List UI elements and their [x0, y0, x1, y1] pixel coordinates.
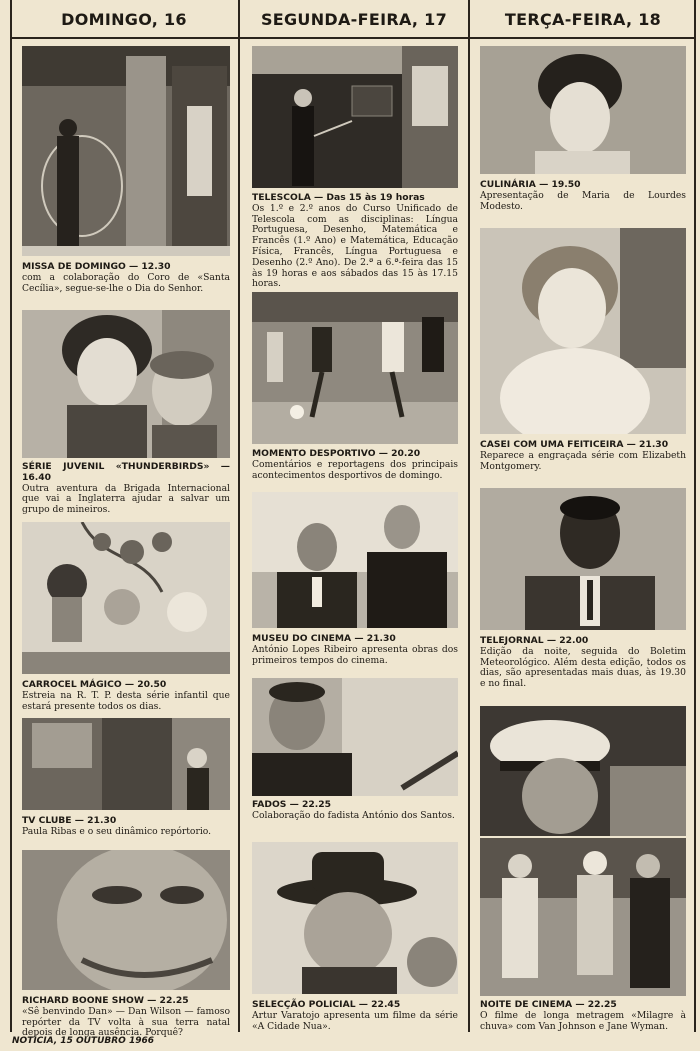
- program-title: TELESCOLA — Das 15 às 19 horas: [252, 192, 425, 203]
- film-night-photo: [480, 706, 686, 836]
- cooking-host-photo: [480, 46, 686, 174]
- program-description: Colaboração do fadista António dos Santos.: [252, 809, 455, 821]
- magic-roundabout-photo: [22, 522, 230, 674]
- program-title: SELECÇÃO POLICIAL — 22.45: [252, 999, 401, 1010]
- program-title: CULINÁRIA — 19.50: [480, 179, 581, 190]
- program-title: MOMENTO DESPORTIVO — 20.20: [252, 448, 421, 459]
- day-heading-tuesday: TERÇA-FEIRA, 18: [504, 10, 662, 29]
- program-title: NOITE DE CINEMA — 22.25: [480, 999, 617, 1010]
- program-title: TV CLUBE — 21.30: [22, 815, 117, 826]
- program-title: CASEI COM UMA FEITICEIRA — 21.30: [480, 439, 669, 450]
- bewitched-photo: [480, 228, 686, 434]
- day-heading-sunday: DOMINGO, 16: [61, 10, 187, 29]
- program-description: Estreia na R. T. P. desta série infantil que estará presente todos os dias.: [22, 689, 230, 712]
- column-divider: [468, 0, 470, 1032]
- program-title: MUSEU DO CINEMA — 21.30: [252, 633, 396, 644]
- fado-singer-photo: [252, 678, 458, 796]
- program-description: Os 1.º e 2.º anos do Curso Unificado de Telescola com as disciplinas: Língua Portuguesa, Desenho, Matemática e Francês (1.º Ano) e Matemática, Educação Física, Francês, Língua Portuguesa e Desenho (2.º Ano). De 2.ª a 6.ª-feira das 15 às 19 horas e aos sábados das 15 às 17.15 horas.: [252, 202, 458, 290]
- program-description: Comentários e reportagens dos principais acontecimentos desportivos de domingo.: [252, 458, 458, 481]
- day-header-row: [10, 0, 696, 39]
- football-photo: [252, 292, 458, 444]
- puppets-photo: [22, 310, 230, 458]
- program-description: Paula Ribas e o seu dinâmico repórtorio.: [22, 825, 212, 837]
- program-title: TELEJORNAL — 22.00: [480, 635, 589, 646]
- publication-footer: NOTÍCIA, 15 OUTUBRO 1966: [12, 1036, 154, 1046]
- program-description: «Sê benvindo Dan» — Dan Wilson — famoso repórter da TV volta à sua terra natal depois de longa ausência. Porquê?: [22, 1005, 230, 1039]
- film-still-photo: [480, 838, 686, 996]
- program-description: Reparece a engraçada série com Elizabeth Montgomery.: [480, 449, 686, 472]
- program-title: MISSA DE DOMINGO — 12.30: [22, 261, 171, 272]
- program-description: O filme de longa metragem «Milagre à chuva» com Van Johnson e Jane Wyman.: [480, 1009, 686, 1032]
- program-description: António Lopes Ribeiro apresenta obras dos primeiros tempos do cinema.: [252, 643, 458, 666]
- program-description: Artur Varatojo apresenta um filme da série «A Cidade Nua».: [252, 1009, 458, 1032]
- program-description: Apresentação de Maria de Lourdes Modesto.: [480, 189, 686, 212]
- program-title: RICHARD BOONE SHOW — 22.25: [22, 995, 189, 1006]
- program-title: SÉRIE JUVENIL «THUNDERBIRDS» — 16.40: [22, 461, 230, 483]
- program-title: FADOS — 22.25: [252, 799, 332, 810]
- cinema-museum-photo: [252, 492, 458, 628]
- detective-photo: [252, 842, 458, 994]
- day-heading-monday: SEGUNDA-FEIRA, 17: [260, 10, 448, 29]
- church-studio-photo: [22, 46, 230, 256]
- telescola-photo: [252, 46, 458, 188]
- column-divider: [238, 0, 240, 1032]
- tv-club-photo: [22, 718, 230, 810]
- program-description: Outra aventura da Brigada Internacional que vai a Inglaterra ajudar a salvar um grupo de mineiros.: [22, 482, 230, 516]
- newsreader-photo: [480, 488, 686, 630]
- program-title: CARROCEL MÁGICO — 20.50: [22, 679, 167, 690]
- program-description: com a colaboração do Coro de «Santa Cecília», segue-se-lhe o Dia do Senhor.: [22, 271, 230, 294]
- richard-boone-photo: [22, 850, 230, 990]
- program-description: Edição da noite, seguida do Boletim Meteorológico. Além desta edição, todos os dias, são apresentadas mais duas, às 19.30 e no final.: [480, 645, 686, 690]
